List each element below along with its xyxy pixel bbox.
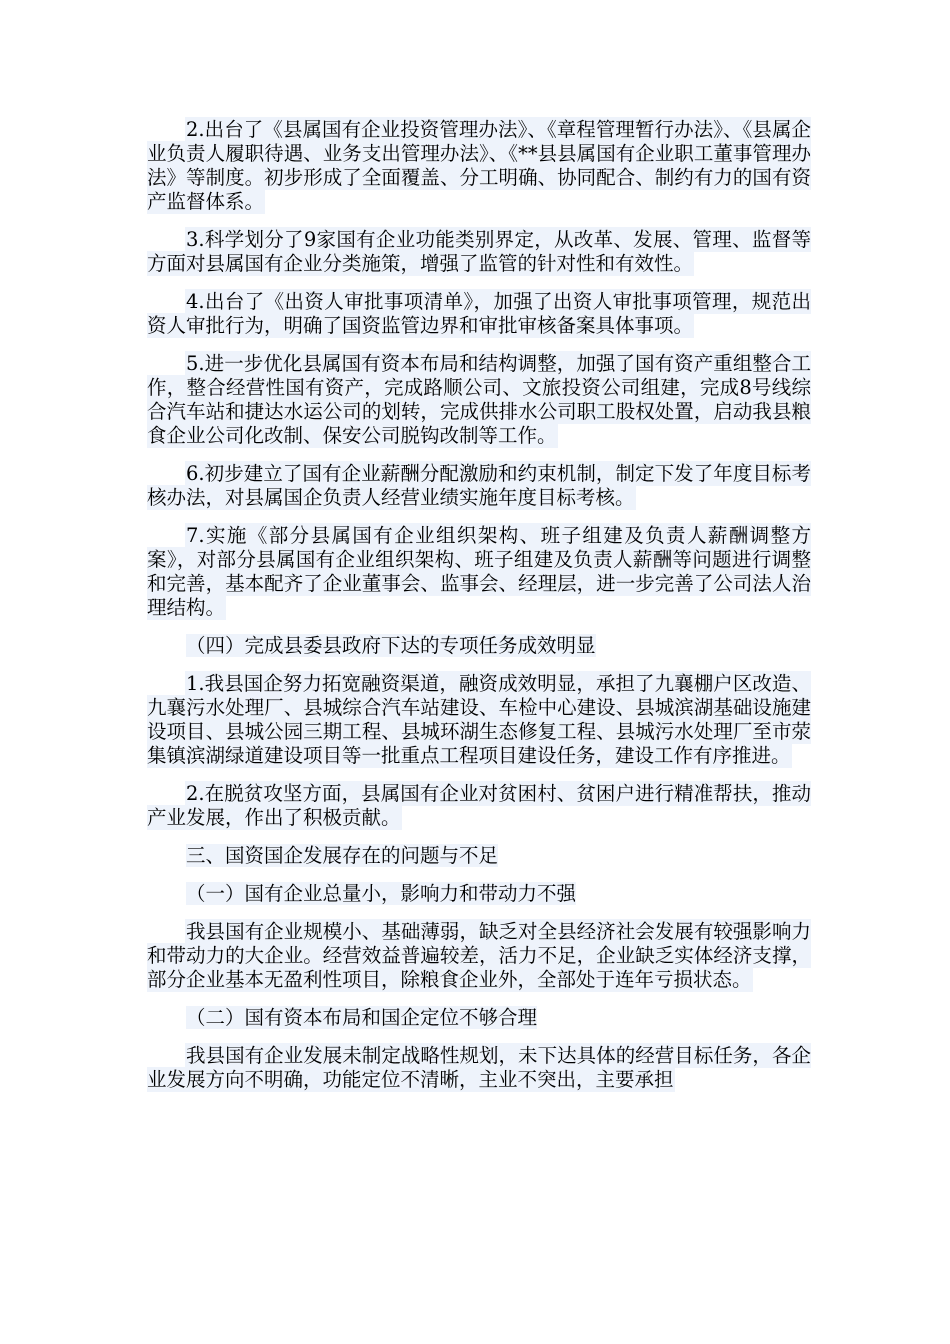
paragraph-text: 2.出台了《县属国有企业投资管理办法》、《章程管理暂行办法》、《县属企业负责人履职待遇、业务支出管理办法》、《**县县属国有企业职工董事管理办法》等制度。初步形成了全面覆盖、分工明确、协同配合、制约有力的国有资产监督体系。 [147,118,811,213]
document-body [147,118,811,1106]
paragraph-layout [147,1044,811,1092]
paragraph-small-scale [147,920,811,992]
paragraph-salary-mechanism [147,462,811,510]
heading-text: （二）国有资本布局和国企定位不够合理 [186,1006,538,1029]
heading-text: 三、国资国企发展存在的问题与不足 [186,844,499,867]
paragraph-approval-list [147,290,811,338]
paragraph-text: 3.科学划分了9家国有企业功能类别界定，从改革、发展、管理、监督等方面对县属国有企业分类施策，增强了监管的针对性和有效性。 [147,228,811,275]
paragraph-poverty-alleviation [147,782,811,830]
paragraph-capital-restructuring [147,352,811,448]
section-heading-special-tasks [147,634,811,658]
paragraph-text: 2.在脱贫攻坚方面，县属国有企业对贫困村、贫困户进行精准帮扶，推动产业发展，作出了积极贡献。 [147,782,811,829]
paragraph-organization-plan [147,524,811,620]
heading-text: （四）完成县委县政府下达的专项任务成效明显 [186,634,596,657]
heading-text: （一）国有企业总量小，影响力和带动力不强 [186,882,577,905]
subsection-heading-layout [147,1006,811,1030]
paragraph-text: 我县国有企业发展未制定战略性规划，未下达具体的经营目标任务，各企业发展方向不明确，功能定位不清晰，主业不突出，主要承担 [147,1044,811,1091]
section-heading-problems [147,844,811,868]
paragraph-function-classification [147,228,811,276]
paragraph-text: 6.初步建立了国有企业薪酬分配激励和约束机制，制定下发了年度目标考核办法，对县属国企负责人经营业绩实施年度目标考核。 [147,462,811,509]
paragraph-financing-projects [147,672,811,768]
paragraph-text: 1.我县国企努力拓宽融资渠道，融资成效明显，承担了九襄棚户区改造、九襄污水处理厂、县城综合汽车站建设、车检中心建设、县城滨湖基础设施建设项目、县城公园三期工程、县城环湖生态修复工程、县城污水处理厂至市荥集镇滨湖绿道建设项目等一批重点工程项目建设任务，建设工作有序推进。 [147,672,811,767]
paragraph-text: 4.出台了《出资人审批事项清单》，加强了出资人审批事项管理，规范出资人审批行为，明确了国资监管边界和审批审核备案具体事项。 [147,290,811,337]
paragraph-text: 7.实施《部分县属国有企业组织架构、班子组建及负责人薪酬调整方案》，对部分县属国有企业组织架构、班子组建及负责人薪酬等问题进行调整和完善，基本配齐了企业董事会、监事会、经理层，进一步完善了公司法人治理结构。 [147,524,811,619]
subsection-heading-small-scale [147,882,811,906]
paragraph-text: 5.进一步优化县属国有资本布局和结构调整，加强了国有资产重组整合工作，整合经营性国有资产，完成路顺公司、文旅投资公司组建，完成8号线综合汽车站和捷达水运公司的划转，完成供排水公司职工股权处置，启动我县粮食企业公司化改制、保安公司脱钩改制等工作。 [147,352,811,447]
paragraph-text: 我县国有企业规模小、基础薄弱，缺乏对全县经济社会发展有较强影响力和带动力的大企业。经营效益普遍较差，活力不足，企业缺乏实体经济支撑，部分企业基本无盈利性项目，除粮食企业外，全部处于连年亏损状态。 [147,920,811,991]
paragraph-policy-documents [147,118,811,214]
